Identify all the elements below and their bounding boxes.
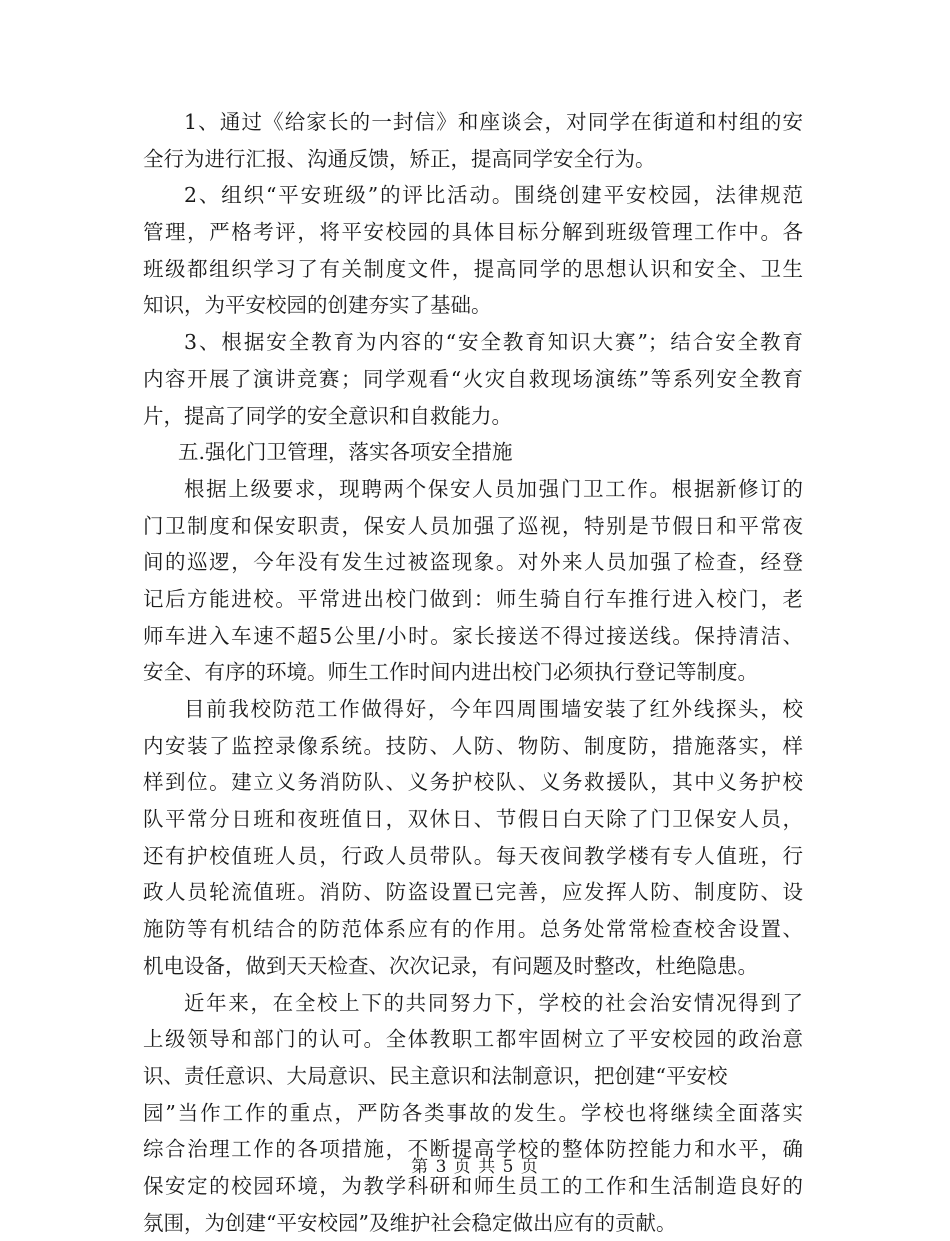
text-line: 上级领导和部门的认可。全体教职工都牢固树立了平安校园的政治意	[143, 1027, 803, 1052]
text-line: 根据上级要求，现聘两个保安人员加强门卫工作。根据新修订的	[184, 476, 803, 501]
text-line: 内安装了监控录像系统。技防、人防、物防、制度防，措施落实，样	[143, 733, 803, 758]
text-line: 氛围，为创建“平安校园”及维护社会稳定做出应有的贡献。	[143, 1210, 677, 1235]
text-line: 近年来，在全校上下的共同努力下，学校的社会治安情况得到了	[184, 990, 803, 1015]
text-line: 机电设备，做到天天检查、次次记录，有问题及时整改，杜绝隐患。	[143, 953, 758, 978]
text-line: 识、责任意识、大局意识、民主意识和法制意识，把创建“平安校	[143, 1063, 728, 1088]
text-line: 门卫制度和保安职责，保安人员加强了巡视，特别是节假日和平常夜	[143, 513, 803, 538]
page-number: 第 3 页 共 5 页	[411, 1157, 539, 1177]
section-heading: 五.强化门卫管理，落实各项安全措施	[178, 440, 513, 465]
text-line: 保安定的校园环境，为教学科研和师生员工的工作和生活制造良好的	[143, 1173, 803, 1198]
text-line: 目前我校防范工作做得好，今年四周围墙安装了红外线探头，校	[184, 697, 803, 721]
text-line: 记后方能进校。平常进出校门做到：师生骑自行车推行进入校门，老	[143, 586, 803, 611]
text-line: 园”当作工作的重点，严防各类事故的发生。学校也将继续全面落实	[143, 1100, 803, 1125]
text-line: 全行为进行汇报、沟通反馈，矫正，提高同学安全行为。	[143, 146, 656, 171]
text-line: 综合治理工作的各项措施，不断提高学校的整体防控能力和水平，确	[143, 1137, 803, 1162]
text-line: 3、根据安全教育为内容的“安全教育知识大赛”；结合安全教育	[184, 330, 803, 355]
text-line: 知识，为平安校园的创建夯实了基础。	[143, 293, 492, 318]
text-line: 施防等有机结合的防范体系应有的作用。总务处常常检查校舍设置、	[143, 917, 803, 942]
text-line: 片，提高了同学的安全意识和自救能力。	[143, 403, 512, 428]
text-line: 管理，严格考评，将平安校园的具体目标分解到班级管理工作中。各	[143, 220, 803, 245]
document-body	[143, 104, 803, 1241]
text-line: 间的巡逻，今年没有发生过被盗现象。对外来人员加强了检查，经登	[143, 550, 803, 575]
text-line: 安全、有序的环境。师生工作时间内进出校门必须执行登记等制度。	[143, 660, 758, 685]
text-line: 1、通过《给家长的一封信》和座谈会，对同学在街道和村组的安	[184, 110, 803, 134]
text-line: 内容开展了演讲竞赛；同学观看“火灾自救现场演练”等系列安全教育	[143, 366, 803, 391]
text-line: 2、组织“平安班级”的评比活动。围绕创建平安校园，法律规范	[184, 183, 803, 208]
text-line: 样到位。建立义务消防队、义务护校队、义务救援队，其中义务护校	[143, 770, 803, 795]
text-line: 还有护校值班人员，行政人员带队。每天夜间教学楼有专人值班，行	[143, 843, 803, 868]
text-line: 政人员轮流值班。消防、防盗设置已完善，应发挥人防、制度防、设	[143, 880, 803, 905]
text-line: 师车进入车速不超5公里/小时。家长接送不得过接送线。保持清洁、	[143, 623, 803, 648]
text-line: 队平常分日班和夜班值日，双休日、节假日白天除了门卫保安人员，	[143, 807, 803, 832]
text-line: 班级都组织学习了有关制度文件，提高同学的思想认识和安全、卫生	[143, 256, 803, 281]
